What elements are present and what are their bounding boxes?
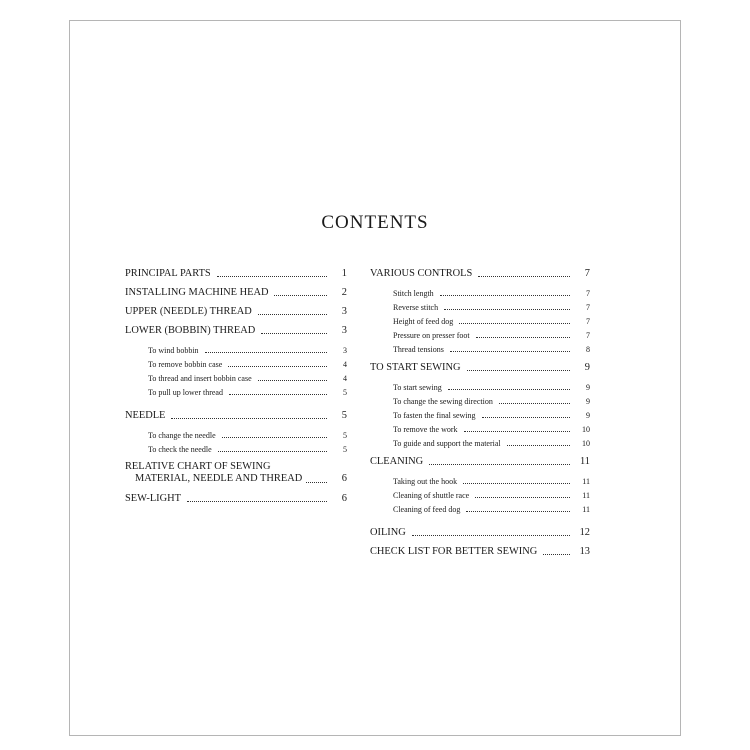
toc-subentry[interactable]: To pull up lower thread 5 — [148, 388, 347, 397]
toc-subentry[interactable]: Cleaning of shuttle race 11 — [393, 491, 590, 500]
toc-right-column — [370, 260, 590, 557]
dot-leader — [450, 351, 570, 352]
dot-leader — [464, 431, 570, 432]
dot-leader — [187, 501, 327, 502]
dot-leader — [205, 352, 327, 353]
dot-leader — [217, 276, 327, 277]
toc-subentry[interactable]: Stitch length 7 — [393, 289, 590, 298]
toc-subentry[interactable]: Thread tensions 8 — [393, 345, 590, 354]
dot-leader — [171, 418, 327, 419]
toc-subentry[interactable]: To change the needle 5 — [148, 431, 347, 440]
toc-entry-relative-chart[interactable]: RELATIVE CHART OF SEWING MATERIAL, NEEDLE AND THREAD 6 — [125, 461, 347, 484]
dot-leader — [507, 445, 570, 446]
dot-leader — [543, 554, 570, 555]
toc-entry-upper-thread[interactable]: UPPER (NEEDLE) THREAD 3 — [125, 306, 347, 317]
dot-leader — [466, 511, 570, 512]
toc-entry-needle[interactable]: NEEDLE 5 — [125, 410, 347, 421]
dot-leader — [412, 535, 570, 536]
toc-entry-principal-parts[interactable]: PRINCIPAL PARTS 1 — [125, 268, 347, 279]
dot-leader — [444, 309, 570, 310]
toc-entry-sew-light[interactable]: SEW-LIGHT 6 — [125, 493, 347, 504]
toc-entry-oiling[interactable]: OILING 12 — [370, 527, 590, 538]
dot-leader — [459, 323, 570, 324]
toc-subentry[interactable]: To fasten the final sewing 9 — [393, 411, 590, 420]
dot-leader — [229, 394, 327, 395]
dot-leader — [467, 370, 570, 371]
toc-subentry[interactable]: To remove the work 10 — [393, 425, 590, 434]
toc-entry-installing[interactable]: INSTALLING MACHINE HEAD 2 — [125, 287, 347, 298]
dot-leader — [478, 276, 570, 277]
dot-leader — [218, 451, 327, 452]
toc-subentry[interactable]: To wind bobbin 3 — [148, 346, 347, 355]
toc-entry-various-controls[interactable]: VARIOUS CONTROLS 7 — [370, 268, 590, 279]
dot-leader — [476, 337, 570, 338]
toc-subentry[interactable]: To thread and insert bobbin case 4 — [148, 374, 347, 383]
page-title: CONTENTS — [321, 212, 429, 233]
dot-leader — [261, 333, 327, 334]
toc-subentry[interactable]: To change the sewing direction 9 — [393, 397, 590, 406]
toc-subentry[interactable]: Taking out the hook 11 — [393, 477, 590, 486]
toc-entry-cleaning[interactable]: CLEANING 11 — [370, 456, 590, 467]
toc-subentry[interactable]: Pressure on presser foot 7 — [393, 331, 590, 340]
toc-entry-lower-thread[interactable]: LOWER (BOBBIN) THREAD 3 — [125, 325, 347, 336]
toc-subentry[interactable]: Cleaning of feed dog 11 — [393, 505, 590, 514]
dot-leader — [429, 464, 570, 465]
dot-leader — [499, 403, 570, 404]
toc-subentry[interactable]: Height of feed dog 7 — [393, 317, 590, 326]
dot-leader — [475, 497, 570, 498]
dot-leader — [228, 366, 327, 367]
toc-left-column — [125, 260, 347, 504]
dot-leader — [222, 437, 327, 438]
dot-leader — [440, 295, 570, 296]
toc-entry-start-sewing[interactable]: TO START SEWING 9 — [370, 362, 590, 373]
toc-subentry[interactable]: To remove bobbin case 4 — [148, 360, 347, 369]
toc-entry-checklist[interactable]: CHECK LIST FOR BETTER SEWING 13 — [370, 546, 590, 557]
toc-subentry[interactable]: Reverse stitch 7 — [393, 303, 590, 312]
dot-leader — [306, 482, 327, 483]
toc-subentry[interactable]: To check the needle 5 — [148, 445, 347, 454]
dot-leader — [463, 483, 570, 484]
toc-subentry[interactable]: To guide and support the material 10 — [393, 439, 590, 448]
dot-leader — [274, 295, 327, 296]
dot-leader — [448, 389, 570, 390]
dot-leader — [258, 380, 327, 381]
dot-leader — [258, 314, 327, 315]
dot-leader — [482, 417, 570, 418]
toc-subentry[interactable]: To start sewing 9 — [393, 383, 590, 392]
